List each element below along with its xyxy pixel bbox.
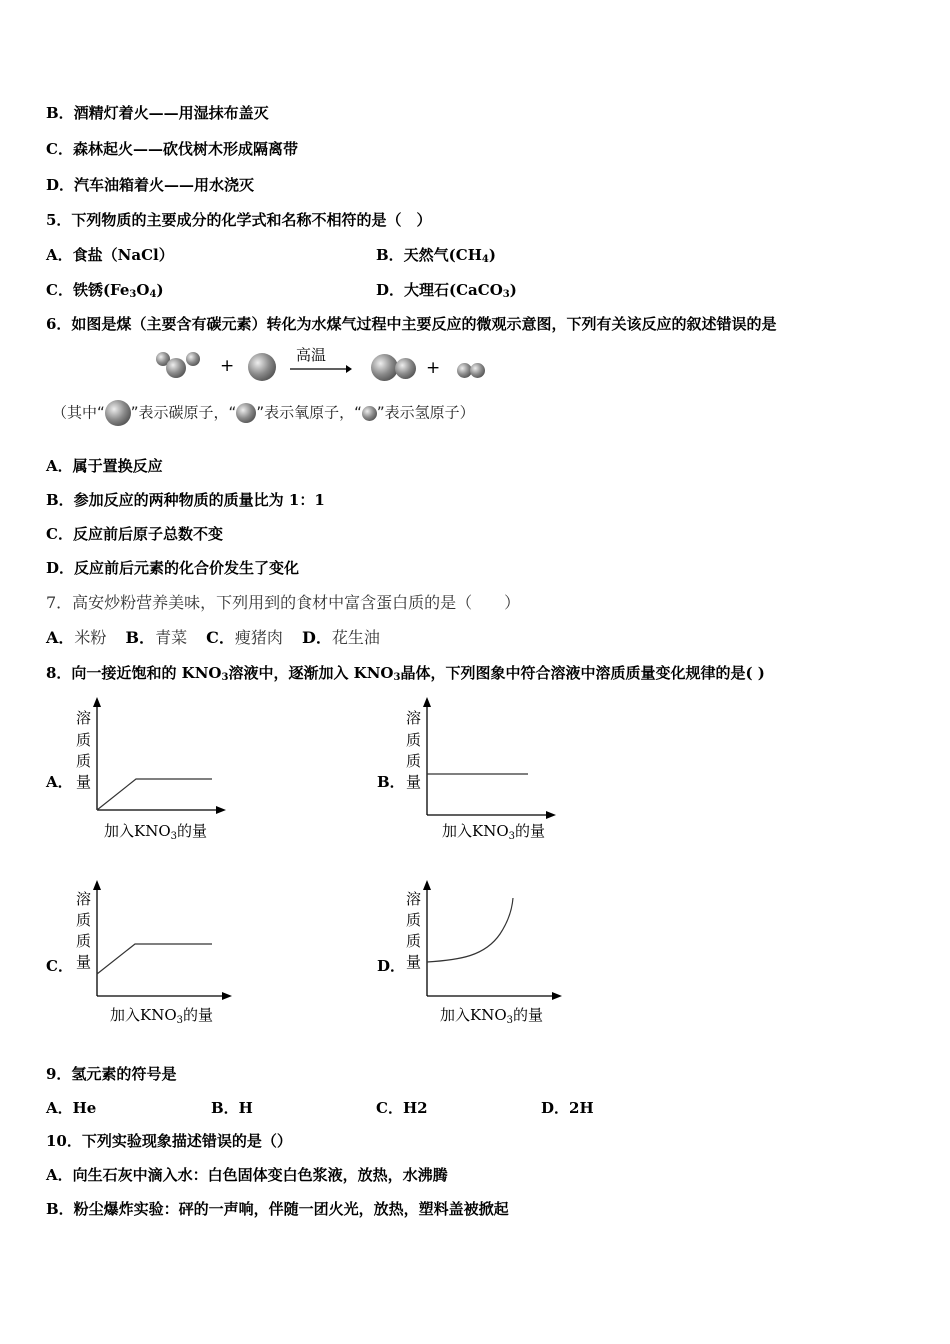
svg-text:溶: 溶 xyxy=(406,890,422,908)
hydrogen-atom-icon xyxy=(470,363,485,378)
y-axis-label xyxy=(406,709,421,791)
q4-option-d: D．汽车油箱着火——用水浇灭 xyxy=(46,176,255,194)
curve xyxy=(427,898,513,962)
oxygen-atom-icon xyxy=(236,403,256,423)
carbon-atom-icon xyxy=(248,353,276,381)
svg-text:质: 质 xyxy=(76,752,92,770)
q6-option-c: C．反应前后原子总数不变 xyxy=(46,525,223,543)
q8-option-c-label: C． xyxy=(46,957,73,975)
q4-option-c: C．森林起火——砍伐树木形成隔离带 xyxy=(46,140,298,158)
reaction-diagram xyxy=(150,342,510,392)
x-axis-label: 加入$KNO_3$的量 xyxy=(110,1006,214,1026)
q6-option-d: D．反应前后元素的化合价发生了变化 xyxy=(46,559,300,577)
svg-text:质: 质 xyxy=(76,731,92,749)
q8-option-d-label: D． xyxy=(377,957,406,975)
carbon-atom-icon xyxy=(371,354,398,381)
q5-option-b: B．天然气$(CH_4)$ xyxy=(376,246,496,265)
svg-text:质: 质 xyxy=(406,731,422,749)
curve xyxy=(97,779,212,810)
svg-text:溶: 溶 xyxy=(76,890,92,908)
reaction-condition: 高温 xyxy=(296,346,327,364)
q5-option-c: C．铁锈$(Fe_3O_4)$ xyxy=(46,281,164,300)
q6-option-b: B．参加反应的两种物质的质量比为 1：1 xyxy=(46,491,325,509)
q9-option-c: C．H2 xyxy=(376,1099,428,1117)
q5-option-a: A．食盐（NaCl） xyxy=(46,246,174,264)
svg-text:量: 量 xyxy=(406,773,422,791)
q9-option-a: A．He xyxy=(46,1099,97,1117)
graph-c xyxy=(70,878,240,1028)
q8-option-b-label: B． xyxy=(377,773,405,791)
q8-stem: 8．向一接近饱和的 $KNO_3$溶液中，逐渐加入 $KNO_3$晶体，下列图象中符合溶液中溶质质量变化规律的是( ) xyxy=(46,664,765,683)
hydrogen-atom-icon xyxy=(362,406,377,421)
svg-text:量: 量 xyxy=(76,953,92,971)
curve xyxy=(97,944,212,974)
atom-legend: （其中“ ”表示碳原子，“ ”表示氧原子，“ ”表示氢原子） xyxy=(52,400,475,426)
hydrogen-atom-icon xyxy=(186,352,200,366)
svg-text:溶: 溶 xyxy=(76,709,92,727)
y-axis-label xyxy=(76,709,91,791)
q9-option-d: D．2H xyxy=(541,1099,594,1117)
svg-text:质: 质 xyxy=(76,911,92,929)
q8-option-a-label: A． xyxy=(46,773,73,791)
q7-options: A．米粉 B．青菜 C．瘦猪肉 D．花生油 xyxy=(46,628,380,647)
oxygen-atom-icon xyxy=(166,358,186,378)
q5-stem: 5．下列物质的主要成分的化学式和名称不相符的是（ ） xyxy=(46,211,432,229)
graph-d xyxy=(400,878,570,1028)
y-axis-label xyxy=(76,890,91,971)
svg-text:质: 质 xyxy=(76,932,92,950)
svg-text:质: 质 xyxy=(406,911,422,929)
y-axis-label xyxy=(406,890,421,971)
q10-option-a: A．向生石灰中滴入水：白色固体变白色浆液，放热，水沸腾 xyxy=(46,1166,448,1184)
svg-text:质: 质 xyxy=(406,752,422,770)
x-axis-label: 加入$KNO_3$的量 xyxy=(440,1006,544,1026)
q7-stem: 7．高安炒粉营养美味，下列用到的食材中富含蛋白质的是（ ） xyxy=(46,593,521,612)
svg-text:质: 质 xyxy=(406,932,422,950)
svg-text:量: 量 xyxy=(406,953,422,971)
x-axis-label: 加入$KNO_3$的量 xyxy=(104,822,208,842)
plus-sign: + xyxy=(426,358,441,378)
svg-text:量: 量 xyxy=(76,773,92,791)
graph-b xyxy=(400,695,570,845)
x-axis-label: 加入$KNO_3$的量 xyxy=(442,822,546,842)
carbon-atom-icon xyxy=(105,400,131,426)
svg-text:溶: 溶 xyxy=(406,709,422,727)
reaction-arrow xyxy=(290,364,352,374)
q9-option-b: B．H xyxy=(211,1099,253,1117)
q9-stem: 9．氢元素的符号是 xyxy=(46,1065,177,1083)
q4-option-b: B．酒精灯着火——用湿抹布盖灭 xyxy=(46,104,269,122)
q5-option-d: D．大理石(CaCO$_3$) xyxy=(376,281,517,300)
plus-sign: + xyxy=(220,356,235,376)
q10-stem: 10．下列实验现象描述错误的是（） xyxy=(46,1132,292,1150)
q6-stem: 6．如图是煤（主要含有碳元素）转化为水煤气过程中主要反应的微观示意图，下列有关该反应的叙述错误的是 xyxy=(46,315,777,333)
graph-a xyxy=(70,695,240,845)
q10-option-b: B．粉尘爆炸实验：砰的一声响，伴随一团火光，放热，塑料盖被掀起 xyxy=(46,1200,509,1218)
oxygen-atom-icon xyxy=(395,358,416,379)
q6-option-a: A．属于置换反应 xyxy=(46,457,163,475)
